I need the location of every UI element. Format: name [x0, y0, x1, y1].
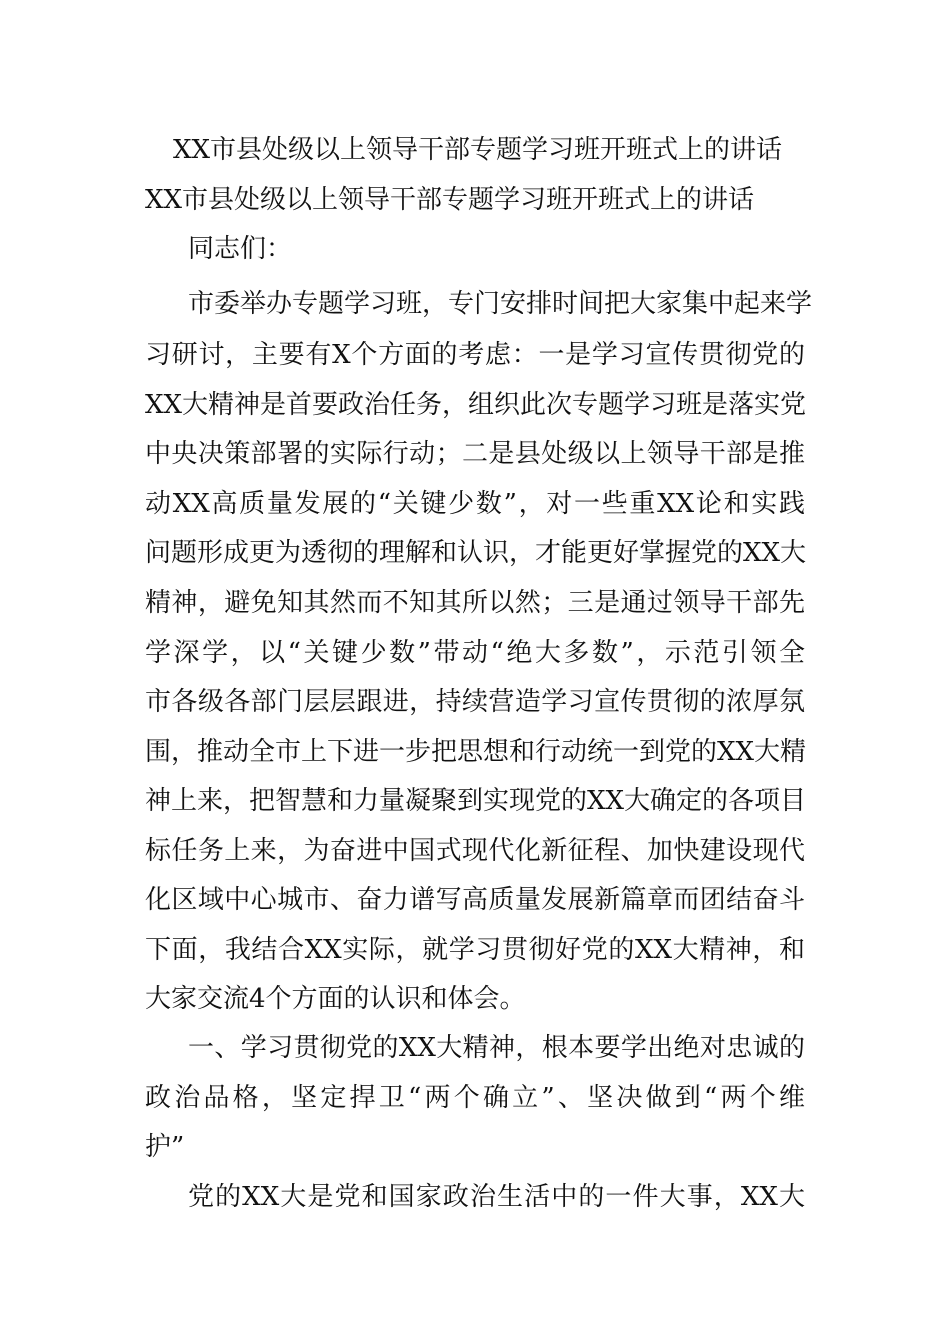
salutation: 同志们：	[188, 234, 293, 264]
document-title: XX市县处级以上领导干部专题学习班开班式上的讲话	[173, 135, 783, 165]
paragraph-1-line: 市委举办专题学习班，专门安排时间把大家集中起来学	[188, 289, 813, 319]
paragraph-2-line: 党的XX大是党和国家政治生活中的一件大事，XX大	[188, 1182, 805, 1212]
paragraph-1-line: 习研讨，主要有X个方面的考虑：一是学习宣传贯彻党的	[145, 340, 805, 370]
section-1-heading-line: 一、学习贯彻党的XX大精神，根本要学出绝对忠诚的	[188, 1033, 805, 1063]
paragraph-1-line: 市各级各部门层层跟进，持续营造学习宣传贯彻的浓厚氛	[145, 687, 805, 717]
paragraph-1-line: XX大精神是首要政治任务，组织此次专题学习班是落实党	[145, 390, 807, 420]
paragraph-1-line: 标任务上来，为奋进中国式现代化新征程、加快建设现代	[145, 836, 805, 866]
paragraph-1-line: 化区域中心城市、奋力谱写高质量发展新篇章而团结奋斗	[145, 885, 805, 915]
document-title-repeat: XX市县处级以上领导干部专题学习班开班式上的讲话	[145, 185, 755, 215]
paragraph-1-line: 神上来，把智慧和力量凝聚到实现党的XX大确定的各项目	[145, 786, 807, 816]
paragraph-1-line: 精神，避免知其然而不知其所以然；三是通过领导干部先	[145, 588, 805, 618]
paragraph-1-line: 下面，我结合XX实际，就学习贯彻好党的XX大精神，和	[145, 935, 805, 965]
paragraph-1-line: 大家交流4个方面的认识和体会。	[145, 984, 526, 1014]
section-1-heading-line: 护”	[145, 1132, 185, 1162]
paragraph-1-line: 围，推动全市上下进一步把思想和行动统一到党的XX大精	[145, 737, 807, 767]
paragraph-1-line: 问题形成更为透彻的理解和认识，才能更好掌握党的XX大	[145, 538, 807, 568]
section-1-heading-line: 政治品格，坚定捍卫“两个确立”、坚决做到“两个维	[145, 1083, 805, 1113]
paragraph-1-line: 动XX高质量发展的“关键少数”，对一些重XX论和实践	[145, 489, 805, 519]
paragraph-1-line: 学深学，以“关键少数”带动“绝大多数”，示范引领全	[145, 638, 805, 668]
paragraph-1-line: 中央决策部署的实际行动；二是县处级以上领导干部是推	[145, 439, 805, 469]
